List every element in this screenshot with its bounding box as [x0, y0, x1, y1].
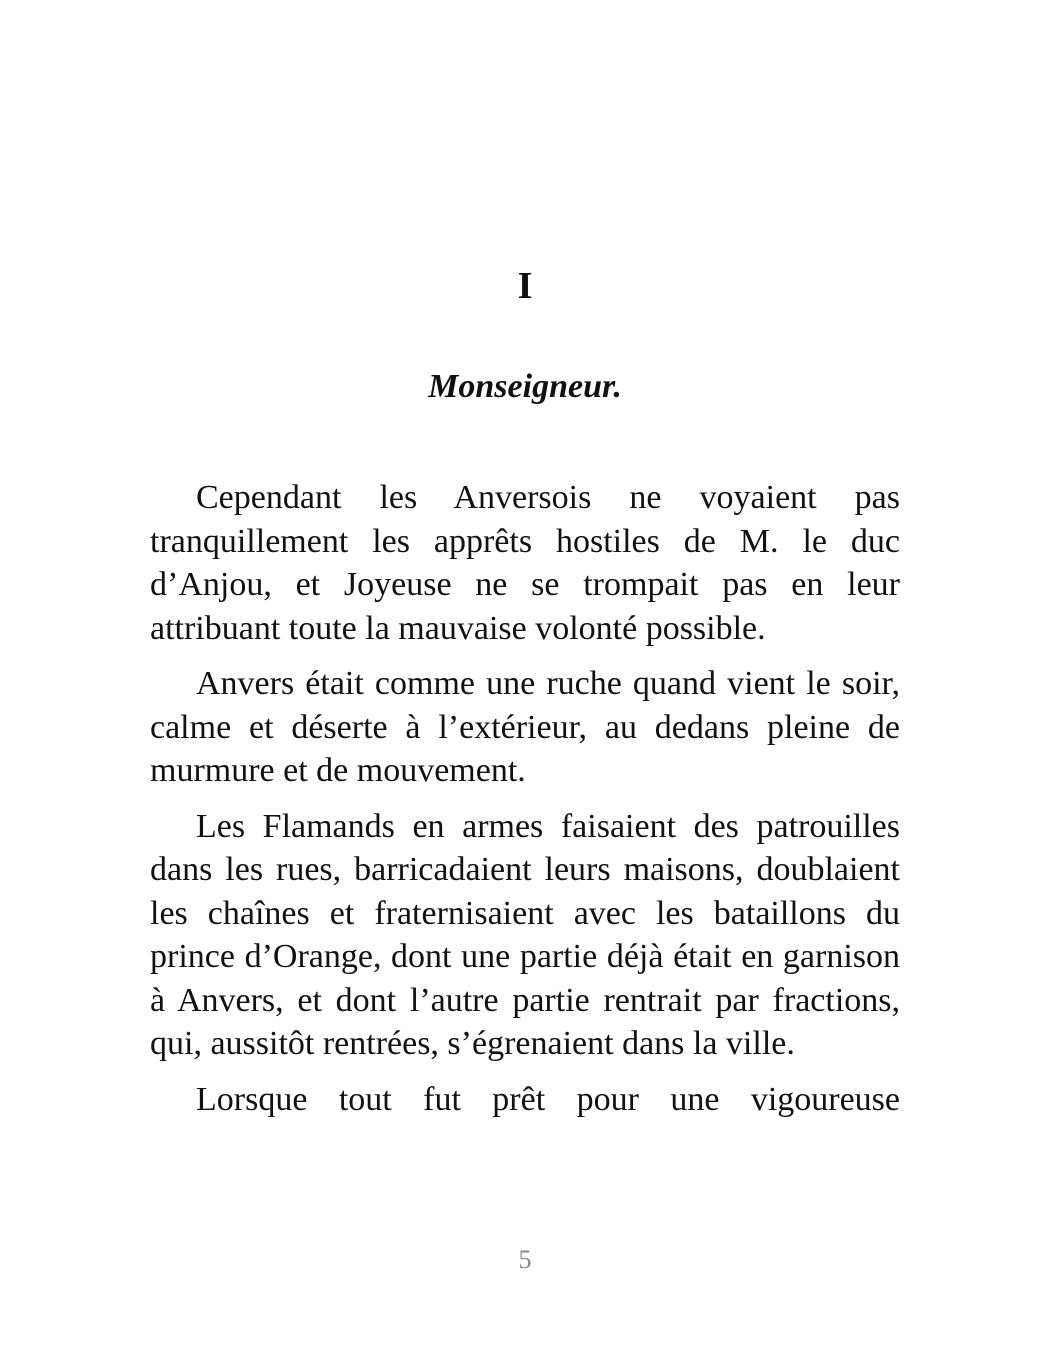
paragraph: Cependant les Anversois ne voyaient pas tranquillement les apprêts hostiles de M. le duc d’Anjou, et Joyeuse ne se trompait pas en leur attribuant toute la mauvaise volonté possible.	[150, 479, 900, 647]
paragraph: Les Flamands en armes faisaient des patrouilles dans les rues, barricadaient leurs maisons, doublaient les chaînes et fraternisaient avec les bataillons du prince d’Orange, dont une partie déjà était en garnison à Anvers, et dont l’autre partie rentrait par fractions, qui, aussitôt rentrées, s’égrenaient dans la ville.	[150, 807, 900, 1062]
paragraph: Lorsque tout fut prêt pour une vigoureuse	[196, 1080, 900, 1118]
page-number: 5	[518, 1245, 532, 1274]
chapter-number: I	[517, 265, 533, 307]
chapter-title: Monseigneur.	[428, 368, 622, 405]
chapter-body	[150, 476, 900, 1172]
paragraph: Anvers était comme une ruche quand vient le soir, calme et déserte à l’extérieur, au dedans pleine de murmure et de mouvement.	[150, 665, 900, 789]
